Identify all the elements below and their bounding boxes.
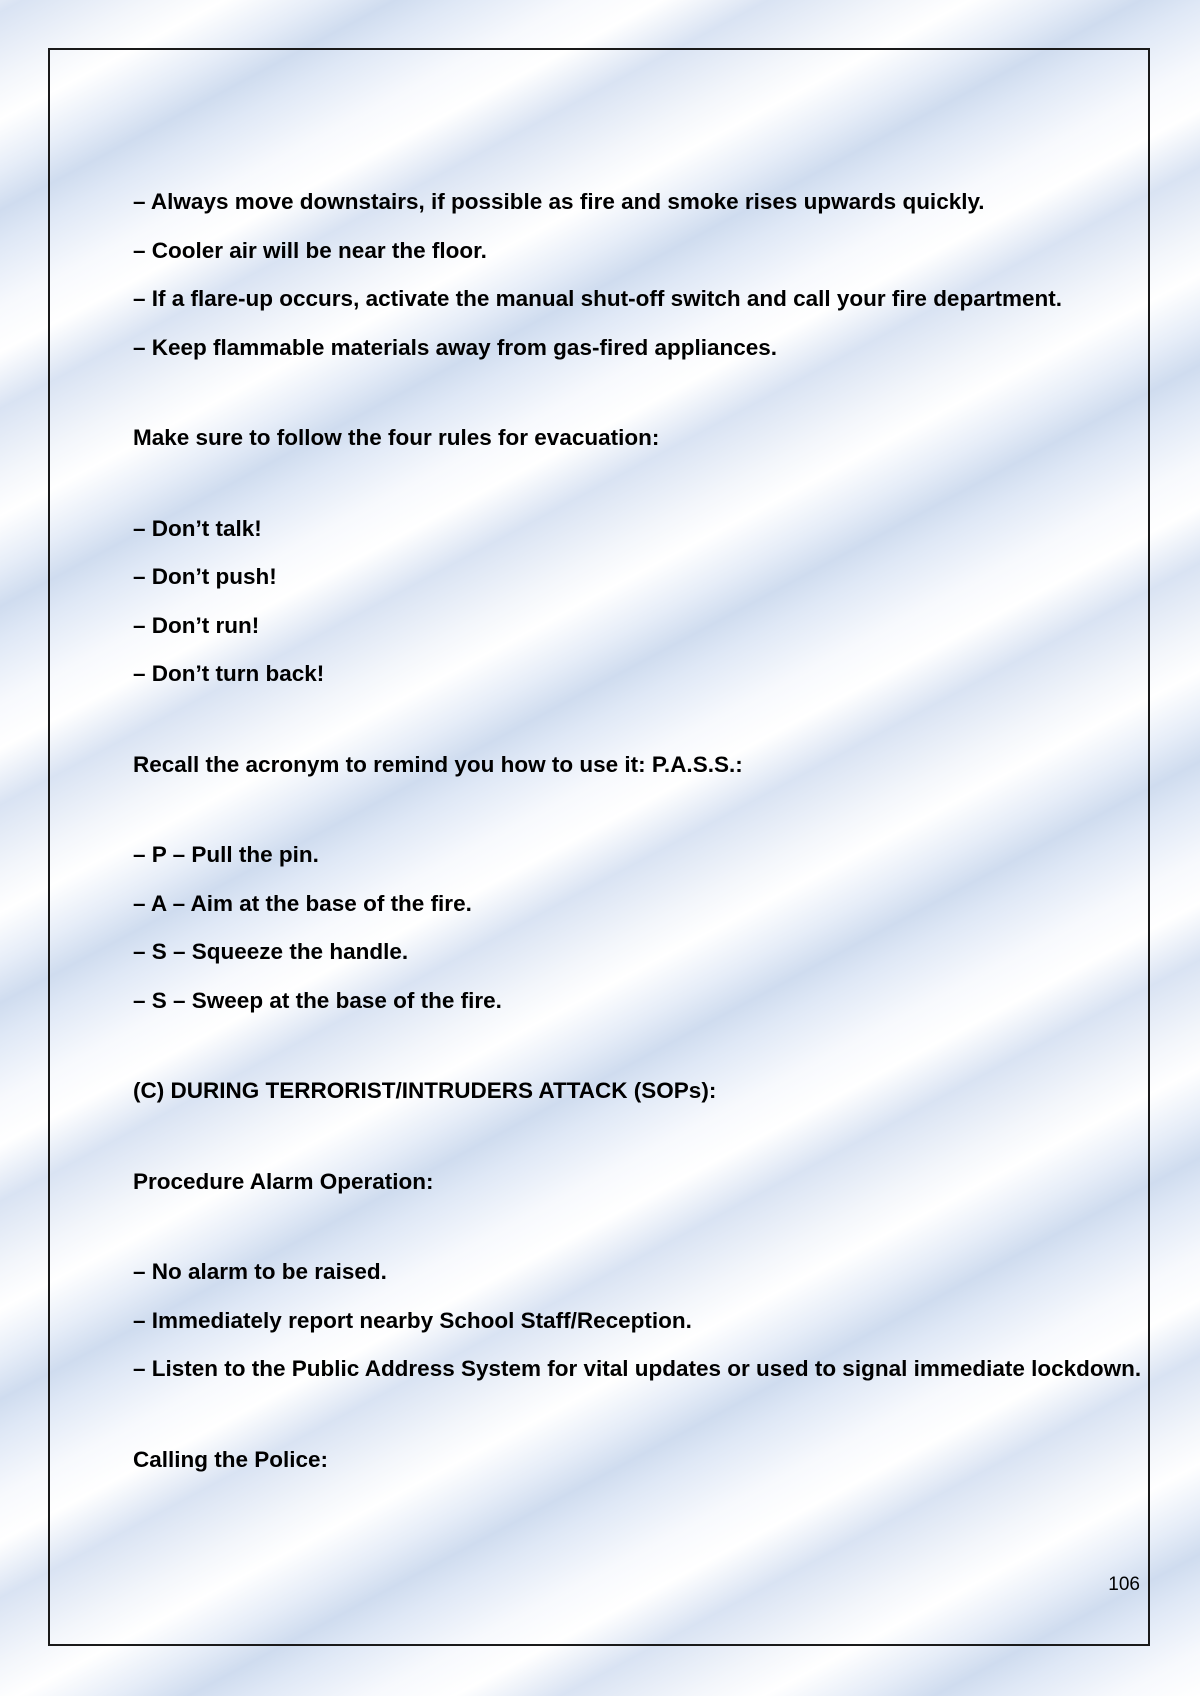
spacer (133, 699, 1143, 741)
pass-heading: Recall the acronym to remind you how to use it: P.A.S.S.: (133, 751, 743, 777)
fire-tip-item: – If a flare-up occurs, activate the manual shut-off switch and call your fire department. (133, 286, 1062, 311)
spacer (133, 1025, 1143, 1067)
pass-step: – S – Squeeze the handle. (133, 939, 409, 964)
procedure-item: – Immediately report nearby School Staff/Reception. (133, 1307, 692, 1333)
spacer (133, 463, 1143, 505)
spacer (133, 1206, 1143, 1248)
evacuation-rule: – Don’t push! (133, 564, 277, 589)
evacuation-rule: – Don’t talk! (133, 515, 262, 541)
fire-tip-item: – Keep flammable materials away from gas-fired appliances. (133, 334, 778, 360)
pass-step: – P – Pull the pin. (133, 842, 319, 867)
spacer (133, 789, 1143, 831)
evacuation-heading: Make sure to follow the four rules for evacuation: (133, 425, 660, 450)
fire-tip-item: – Always move downstairs, if possible as fire and smoke rises upwards quickly. (133, 189, 985, 214)
spacer (133, 372, 1143, 414)
page-number: 106 (1108, 1574, 1140, 1595)
evacuation-rule: – Don’t run! (133, 612, 260, 638)
pass-step: – A – Aim at the base of the fire. (133, 890, 472, 916)
procedure-item: – Listen to the Public Address System for vital updates or used to signal immediate lockdown. (133, 1356, 1142, 1381)
procedure-heading: Procedure Alarm Operation: (133, 1168, 434, 1194)
spacer (133, 1116, 1143, 1158)
document-body (133, 178, 1143, 1484)
section-heading: (C) DURING TERRORIST/INTRUDERS ATTACK (SOPs): (133, 1078, 717, 1103)
spacer (133, 1394, 1143, 1436)
fire-tip-item: – Cooler air will be near the floor. (133, 237, 487, 263)
pass-step: – S – Sweep at the base of the fire. (133, 987, 502, 1013)
evacuation-rule: – Don’t turn back! (133, 661, 325, 686)
calling-police-heading: Calling the Police: (133, 1446, 329, 1472)
procedure-item: – No alarm to be raised. (133, 1259, 387, 1284)
